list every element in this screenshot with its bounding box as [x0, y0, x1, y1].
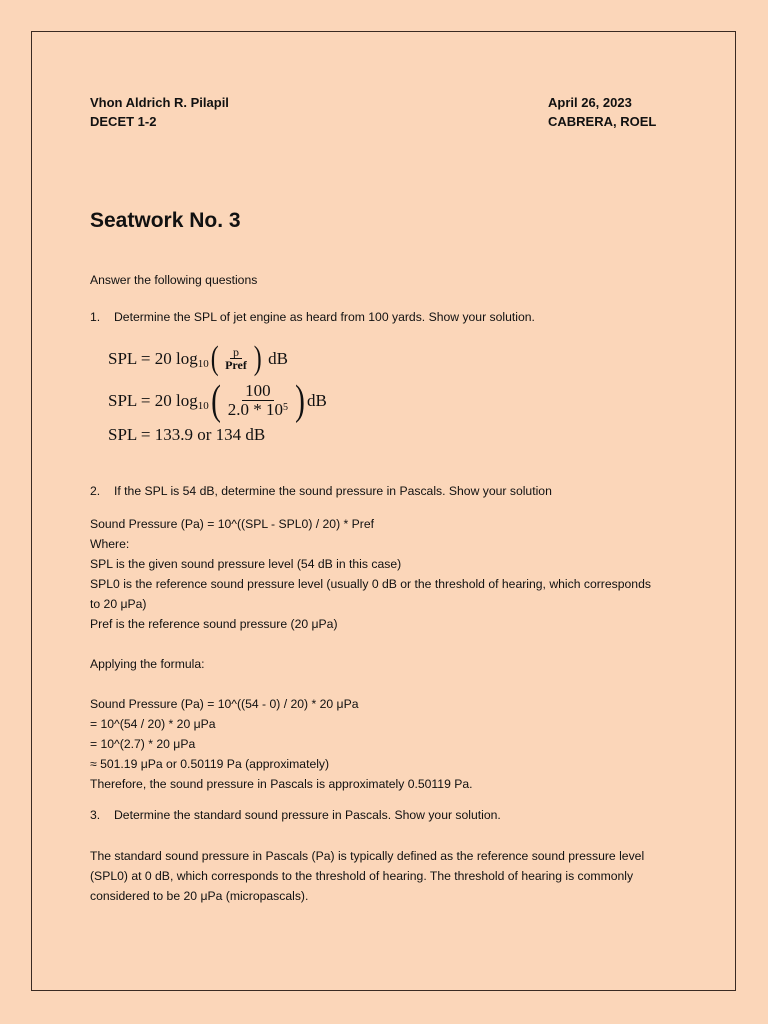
eq2-numerator: 100	[242, 382, 274, 401]
q2-line-1: Where:	[90, 537, 130, 551]
equation-3	[108, 424, 265, 446]
student-name: Vhon Aldrich R. Pilapil	[90, 95, 229, 110]
q3-line-0: The standard sound pressure in Pascals (Pa) is typically defined as the reference sound pressure level	[90, 849, 645, 863]
q2-line-10: ≈ 501.19 μPa or 0.50119 Pa (approximately)	[90, 757, 330, 771]
question-3-number: 3.	[90, 808, 101, 822]
eq1-sub: 10	[197, 358, 209, 370]
q2-line-6: Applying the formula:	[90, 657, 205, 671]
eq1-denominator: Pref	[225, 358, 247, 373]
equation-1	[108, 340, 288, 378]
q2-line-0: Sound Pressure (Pa) = 10^((SPL - SPL0) / 20) * Pref	[90, 517, 375, 531]
equation-2	[108, 378, 327, 424]
q2-line-8: = 10^(54 / 20) * 20 μPa	[90, 717, 216, 731]
date: April 26, 2023	[548, 95, 632, 110]
instructor-name: CABRERA, ROEL	[548, 114, 657, 129]
q2-line-4: to 20 μPa)	[90, 597, 147, 611]
eq1-lhs: SPL = 20 log	[108, 349, 198, 368]
question-1	[90, 310, 535, 324]
eq2-right-paren: )	[295, 378, 305, 424]
eq1-unit: dB	[268, 349, 288, 368]
eq1-right-paren: )	[253, 340, 262, 377]
question-3	[90, 808, 501, 822]
q2-line-11: Therefore, the sound pressure in Pascals is approximately 0.50119 Pa.	[90, 777, 473, 791]
q2-line-3: SPL0 is the reference sound pressure level (usually 0 dB or the threshold of hearing, which corresponds	[90, 577, 651, 591]
question-1-text: Determine the SPL of jet engine as heard from 100 yards. Show your solution.	[114, 310, 535, 324]
q3-line-2: considered to be 20 μPa (micropascals).	[90, 889, 309, 903]
eq2-sub: 10	[197, 400, 209, 412]
instructions: Answer the following questions	[90, 273, 258, 287]
question-2	[90, 484, 552, 498]
eq2-lhs: SPL = 20 log	[108, 391, 198, 410]
question-2-text: If the SPL is 54 dB, determine the sound pressure in Pascals. Show your solution	[114, 484, 552, 498]
q2-line-2: SPL is the given sound pressure level (54 dB in this case)	[90, 557, 402, 571]
question-1-number: 1.	[90, 310, 101, 324]
question-3-text: Determine the standard sound pressure in Pascals. Show your solution.	[114, 808, 501, 822]
q2-line-5: Pref is the reference sound pressure (20 μPa)	[90, 617, 338, 631]
q2-line-9: = 10^(2.7) * 20 μPa	[90, 737, 196, 751]
eq2-denominator: $2.0 * 10^5$	[227, 400, 288, 420]
q2-line-7: Sound Pressure (Pa) = 10^((54 - 0) / 20) * 20 μPa	[90, 697, 359, 711]
question-2-number: 2.	[90, 484, 101, 498]
eq2-left-paren: (	[210, 378, 221, 424]
student-section: DECET 1-2	[90, 114, 157, 129]
eq3-result: SPL = 133.9 or 134 dB	[108, 425, 266, 444]
q3-line-1: (SPL0) at 0 dB, which corresponds to the threshold of hearing. The threshold of hearing is commonly	[90, 869, 634, 883]
eq1-numerator: p	[230, 346, 242, 360]
page-title: Seatwork No. 3	[90, 209, 241, 232]
eq1-fraction	[222, 346, 250, 373]
eq2-unit: dB	[306, 391, 327, 410]
eq2-fraction	[225, 382, 291, 420]
eq1-left-paren: (	[210, 340, 219, 377]
